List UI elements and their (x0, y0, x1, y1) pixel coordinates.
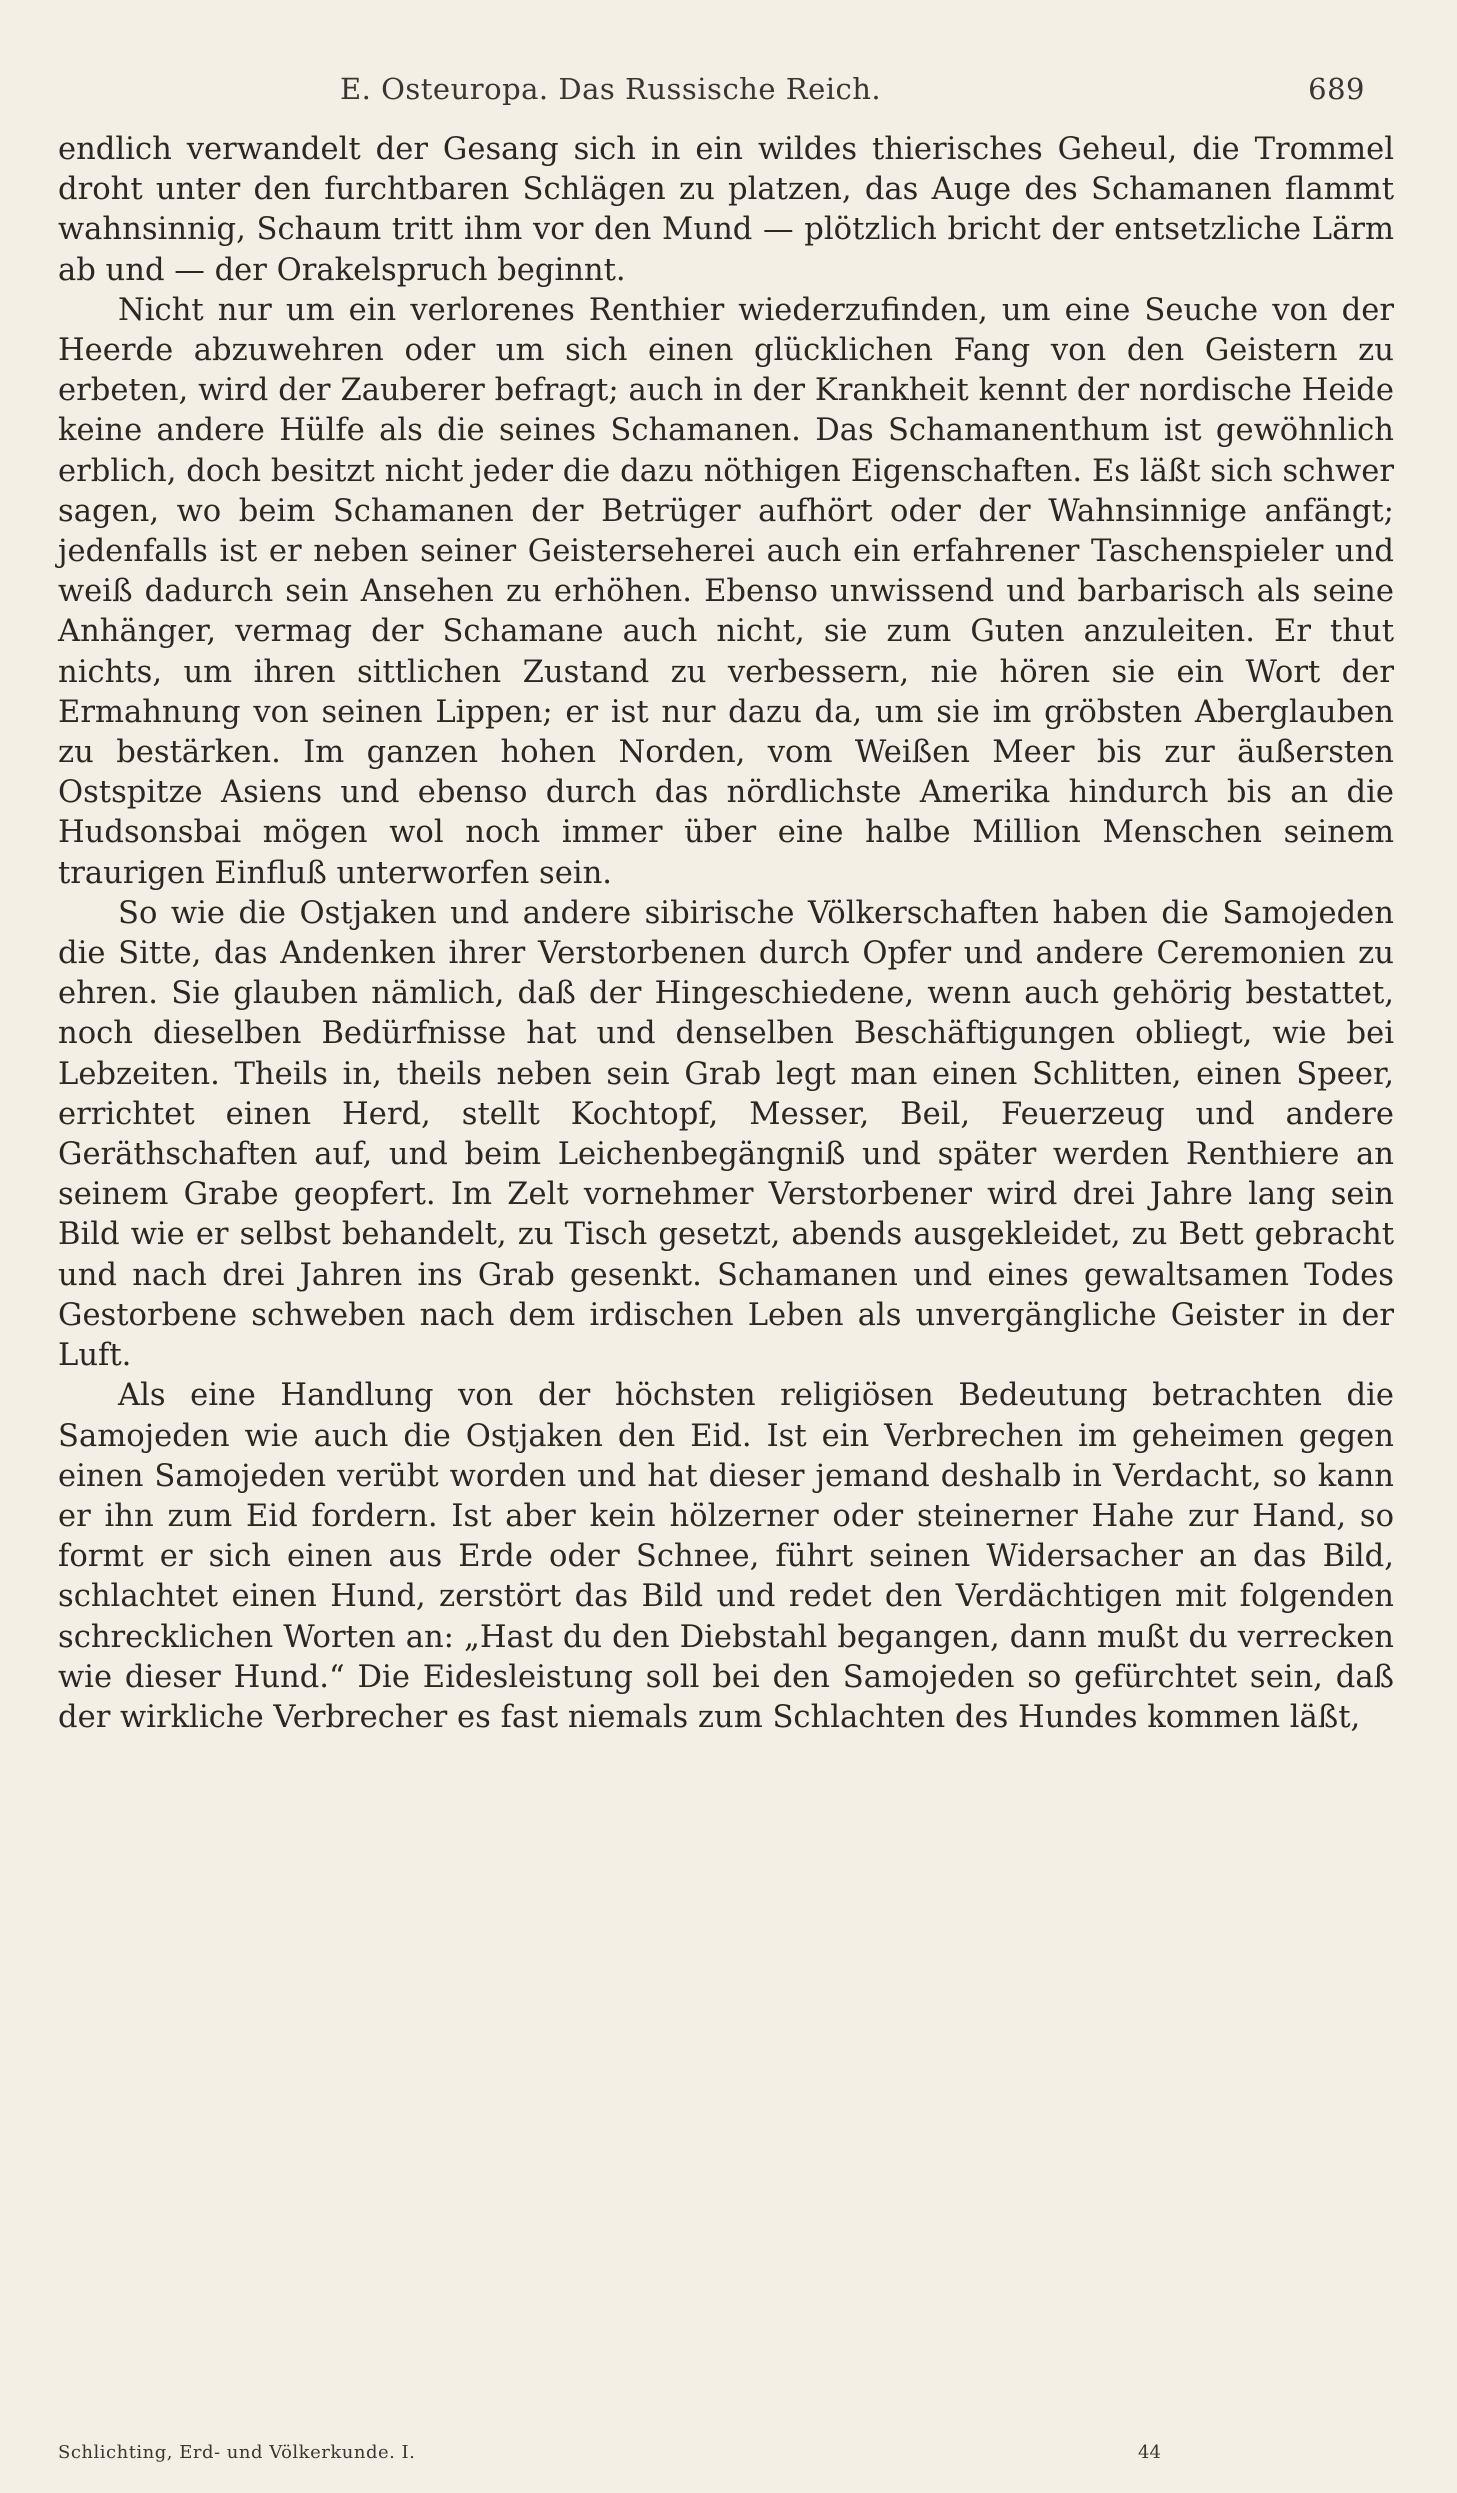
paragraph-continuation: endlich verwandelt der Gesang sich in ein wildes thierisches Geheul, die Trommel droht unter den furchtbaren Schlägen zu platzen, das Auge des Schamanen flammt wahnsinnig, Schaum tritt ihm vor den Mund — plötzlich bricht der entsetzliche Lärm ab und — der Orakelspruch beginnt. (58, 132, 1394, 288)
page-number: 689 (1308, 72, 1365, 106)
paragraph-oath: Als eine Handlung von der höchsten religiösen Bedeutung betrachten die Samojeden wie auch die Ostjaken den Eid. Ist ein Verbrechen im geheimen gegen einen Samojeden verübt worden und hat dieser jemand deshalb in Verdacht, so kann er ihn zum Eid fordern. Ist aber kein hölzerner oder steinerner Hahe zur Hand, so formt er sich einen aus Erde oder Schnee, führt seinen Widersacher an das Bild, schlachtet einen Hund, zerstört das Bild und redet den Verdächtigen mit folgenden schrecklichen Worten an: „Hast du den Diebstahl begangen, dann mußt du verrecken wie dieser Hund.“ Die Eidesleistung soll bei den Samojeden so gefürchtet sein, daß der wirkliche Verbrecher es fast niemals zum Schlachten des Hundes kommen läßt, (58, 1378, 1394, 1735)
page-footer (58, 2442, 1394, 2472)
footer-signature-line: Schlichting, Erd- und Völkerkunde. I. (58, 2442, 416, 2463)
running-head-title: E. Osteuropa. Das Russische Reich. (340, 72, 882, 106)
footer-signature-mark: 44 (1138, 2442, 1161, 2463)
paragraph-burial-customs: So wie die Ostjaken und andere sibirische Völkerschaften haben die Samojeden die Sitte, das Andenken ihrer Verstorbenen durch Opfer und andere Ceremonien zu ehren. Sie glauben nämlich, daß der Hingeschiedene, wenn auch gehörig bestattet, noch dieselben Bedürfnisse hat und denselben Beschäftigungen obliegt, wie bei Lebzeiten. Theils in, theils neben sein Grab legt man einen Schlitten, einen Speer, errichtet einen Herd, stellt Kochtopf, Messer, Beil, Feuerzeug und andere Geräthschaften auf, und beim Leichenbegängniß und später werden Renthiere an seinem Grabe geopfert. Im Zelt vornehmer Verstorbener wird drei Jahre lang sein Bild wie er selbst behandelt, zu Tisch gesetzt, abends ausgekleidet, zu Bett gebracht und nach drei Jahren ins Grab gesenkt. Schamanen und eines gewaltsamen Todes Gestorbene schweben nach dem irdischen Leben als unvergängliche Geister in der Luft. (58, 895, 1394, 1374)
running-head (340, 72, 1365, 116)
paragraph-shamanism: Nicht nur um ein verlorenes Renthier wiederzufinden, um eine Seuche von der Heerde abzuwehren oder um sich einen glücklichen Fang von den Geistern zu erbeten, wird der Zauberer befragt; auch in der Krankheit kennt der nordische Heide keine andere Hülfe als die seines Schamanen. Das Schamanenthum ist gewöhnlich erblich, doch besitzt nicht jeder die dazu nöthigen Eigenschaften. Es läßt sich schwer sagen, wo beim Schamanen der Betrüger aufhört oder der Wahnsinnige anfängt; jedenfalls ist er neben seiner Geisterseherei auch ein erfahrener Taschenspieler und weiß dadurch sein Ansehen zu erhöhen. Ebenso unwissend und barbarisch als seine Anhänger, vermag der Schamane auch nicht, sie zum Guten anzuleiten. Er thut nichts, um ihren sittlichen Zustand zu verbessern, nie hören sie ein Wort der Ermahnung von seinen Lippen; er ist nur dazu da, um sie im gröbsten Aberglauben zu bestärken. Im ganzen hohen Norden, vom Weißen Meer bis zur äußersten Ostspitze Asiens und ebenso durch das nördlichste Amerika hindurch bis an die Hudsonsbai mögen wol noch immer über eine halbe Million Menschen seinem traurigen Einfluß unterworfen sein. (58, 292, 1394, 891)
body-text (58, 130, 1394, 1738)
